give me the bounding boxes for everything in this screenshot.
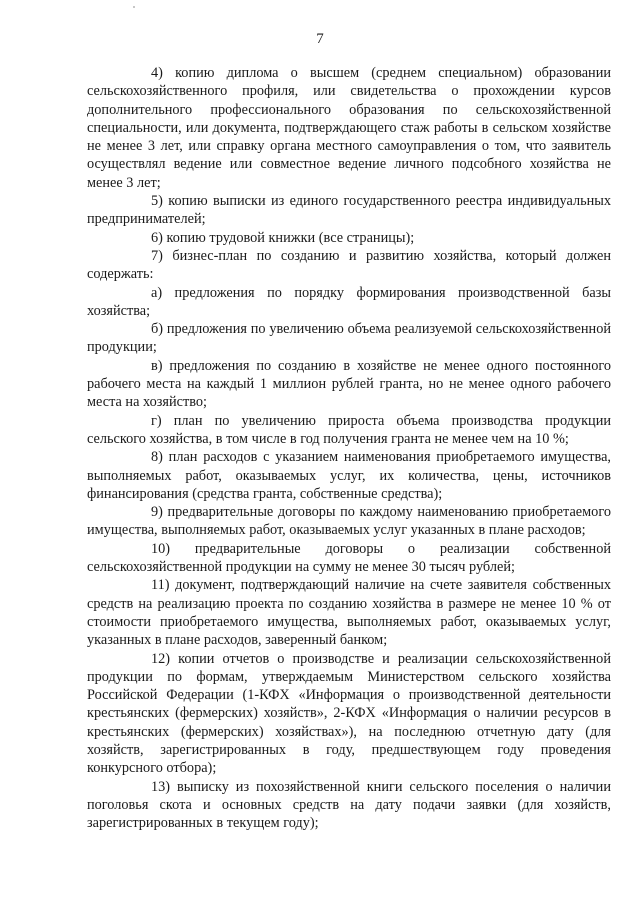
paragraph-subitem-a: а) предложения по порядку формирования производственной базы хозяйства; <box>87 284 611 319</box>
paragraph-item-7: 7) бизнес-план по созданию и развитию хозяйства, который должен содержать: <box>87 247 611 283</box>
paragraph-item-5: 5) копию выписки из единого государственного реестра индивидуальных предпринимателей; <box>87 193 611 228</box>
paragraph-subitem-g: г) план по увеличению прироста объема производства продукции сельского хозяйства, в том числе в год получения гранта не менее чем на 10 %; <box>87 412 611 447</box>
paragraph-item-8: 8) план расходов с указанием наименования приобретаемого имущества, выполняемых работ, оказываемых услуг, их количества, цены, источников финансирования (средства гранта, собственные средства); <box>87 449 611 502</box>
paragraph-item-12: 12) копии отчетов о производстве и реализации сельскохозяйственной продукции по формам, утверждаемым Министерством сельского хозяйства Российской Федерации (1-КФХ «Информация о производственной деятельности крестьянских (фермерских) хозяйств», 2-КФХ «Информация о наличии ресурсов в крестьянских (фермерских) хозяйствах»), на последнюю отчетную дату (для хозяйств, зарегистрированных в году, предшествующем году проведения конкурсного отбора); <box>87 650 611 777</box>
paragraph-subitem-v: в) предложения по созданию в хозяйстве не менее одного постоянного рабочего места на каждый 1 миллион рублей гранта, но не менее одного рабочего места на хозяйство; <box>87 357 611 411</box>
page-number: 7 <box>316 31 324 47</box>
paragraph-subitem-b: б) предложения по увеличению объема реализуемой сельскохозяйственной продукции; <box>87 321 611 356</box>
paragraph-item-13: 13) выписку из похозяйственной книги сельского поселения о наличии поголовья скота и основных средств на дату подачи заявки (для хозяйств, зарегистрированных в текущем году); <box>87 778 611 832</box>
document-body <box>87 64 611 832</box>
scan-speck <box>133 6 135 8</box>
paragraph-item-4: 4) копию диплома о высшем (среднем специальном) образовании сельскохозяйственного профиля, или свидетельства о прохождении курсов дополнительного профессионального образования по сельскохозяйственной специальности, или документа, подтверждающего стаж работы в сельском хозяйстве не менее 3 лет, или справку органа местного самоуправления о том, что заявитель осуществлял ведение или совместное ведение личного подсобного хозяйства не менее 3 лет; <box>87 65 611 191</box>
paragraph-item-9: 9) предварительные договоры по каждому наименованию приобретаемого имущества, выполняемых работ, оказываемых услуг указанных в плане расходов; <box>87 504 611 539</box>
paragraph-item-6: 6) копию трудовой книжки (все страницы); <box>151 229 415 246</box>
paragraph-item-11: 11) документ, подтверждающий наличие на счете заявителя собственных средств на реализацию проекта по созданию хозяйства в размере не менее 10 % от стоимости приобретаемого имущества, выполняемых работ, оказываемых услуг, указанных в плане расходов, заверенный банком; <box>87 577 611 649</box>
paragraph-item-10: 10) предварительные договоры о реализации собственной сельскохозяйственной продукции на сумму не менее 30 тысяч рублей; <box>87 540 611 576</box>
